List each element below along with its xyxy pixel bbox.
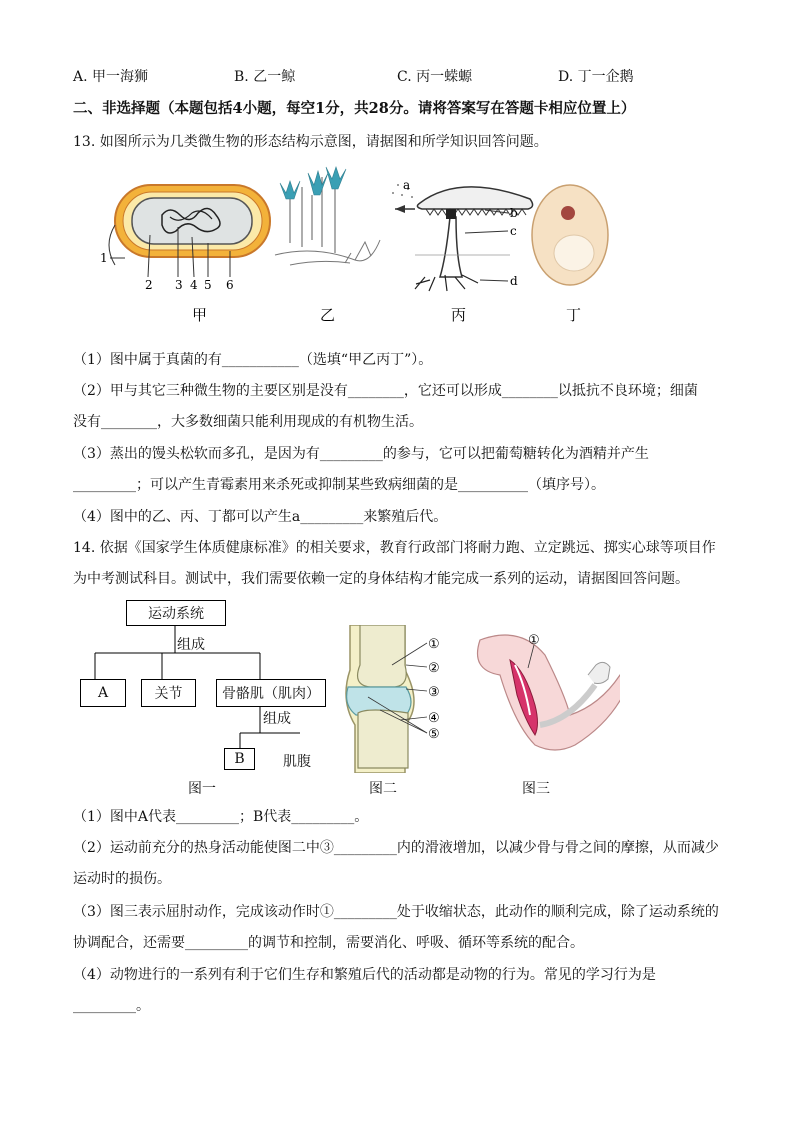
bacterium-drawing	[100, 185, 270, 292]
joint-label-3: ③	[428, 685, 440, 700]
fig-label-3: 图三	[522, 781, 550, 797]
q14-line-4: （3）图三表示屈肘动作，完成该动作时①_________处于收缩状态，此动作的顺利完成，除了运动系统的	[73, 904, 719, 920]
mushroom-drawing	[392, 178, 532, 291]
q13-line-4: （3）蒸出的馒头松软而多孔，是因为有_________的参与，它可以把葡萄糖转化为酒精并产生	[73, 446, 649, 462]
q13-microbe-figure	[90, 165, 630, 330]
q14-line-6: （4）动物进行的一系列有利于它们生存和繁殖后代的活动都是动物的行为。常见的学习行为是	[73, 967, 656, 983]
tree-box-b: B	[224, 748, 255, 770]
tree-belly-label: 肌腹	[283, 754, 311, 770]
tree-compose-2: 组成	[263, 711, 291, 727]
option-b: B. 乙一鲸	[234, 69, 296, 85]
fig-label-1: 图一	[188, 781, 216, 797]
fig-label-yi: 乙	[320, 306, 336, 324]
q13-line-1: （1）图中属于真菌的有___________（选填“甲乙丙丁”）。	[73, 352, 433, 368]
option-c: C. 丙一蝾螈	[397, 69, 473, 85]
arm-label-1: ①	[528, 633, 540, 648]
joint-label-2: ②	[428, 661, 440, 676]
joint-figure	[330, 625, 470, 773]
q14-line-7: _________。	[73, 998, 150, 1014]
q13-stem: 13. 如图所示为几类微生物的形态结构示意图，请据图和所学知识回答问题。	[73, 134, 548, 150]
bacterium-label-1: 1	[100, 251, 108, 265]
section-title: 二、非选择题（本题包括4小题，每空1分，共28分。请将答案写在答题卡相应位置上）	[73, 100, 636, 117]
q13-line-3: 没有________，大多数细菌只能利用现成的有机物生活。	[73, 414, 423, 430]
bacterium-label-6: 6	[226, 278, 234, 292]
bacterium-label-2: 2	[145, 278, 153, 292]
fig-label-2: 图二	[369, 781, 397, 797]
tree-box-a: A	[80, 679, 126, 707]
arm-figure	[470, 630, 620, 765]
bacterium-label-3: 3	[175, 278, 183, 292]
mushroom-label-a: a	[403, 178, 411, 192]
q13-line-6: （4）图中的乙、丙、丁都可以产生a_________来繁殖后代。	[73, 509, 448, 525]
fig-label-ding: 丁	[566, 306, 582, 324]
bacterium-label-5: 5	[204, 278, 212, 292]
q14-line-3: 运动时的损伤。	[73, 871, 171, 887]
joint-label-4: ④	[428, 711, 440, 726]
q14-stem-2: 为中考测试科目。测试中，我们需要依赖一定的身体结构才能完成一系列的运动，请据图回答问题。	[73, 571, 689, 587]
fig-label-bing: 丙	[451, 306, 467, 324]
yeast-drawing	[532, 185, 608, 285]
joint-label-1: ①	[428, 637, 440, 652]
q13-line-2: （2）甲与其它三种微生物的主要区别是没有________，它还可以形成________以抵抗不良环境；细菌	[73, 383, 698, 399]
tree-compose-1: 组成	[177, 637, 205, 653]
tree-box-joint: 关节	[141, 679, 196, 707]
q14-line-2: （2）运动前充分的热身活动能使图二中③_________内的滑液增加，以减少骨与骨之间的摩擦，从而减少	[73, 840, 719, 856]
q13-line-5: _________；可以产生青霉素用来杀死或抑制某些致病细菌的是__________（填序号）。	[73, 477, 605, 493]
penicillium-drawing	[275, 167, 380, 265]
mushroom-label-c: c	[510, 224, 517, 238]
tree-box-muscle: 骨骼肌（肌肉）	[216, 679, 326, 707]
option-d: D. 丁一企鹅	[558, 69, 634, 85]
tree-root-box: 运动系统	[126, 600, 226, 626]
mushroom-label-b: b	[510, 206, 518, 220]
fig-label-jia: 甲	[192, 306, 208, 324]
option-a: A. 甲一海狮	[73, 69, 149, 85]
q14-line-1: （1）图中A代表_________；B代表_________。	[73, 809, 369, 825]
joint-label-5: ⑤	[428, 727, 440, 742]
bacterium-label-4: 4	[190, 278, 198, 292]
mushroom-label-d: d	[510, 274, 518, 288]
q14-line-5: 协调配合，还需要_________的调节和控制，需要消化、呼吸、循环等系统的配合。	[73, 935, 584, 951]
q14-stem-1: 14. 依据《国家学生体质健康标准》的相关要求，教育行政部门将耐力跑、立定跳远、掷实心球等项目作	[73, 540, 716, 556]
